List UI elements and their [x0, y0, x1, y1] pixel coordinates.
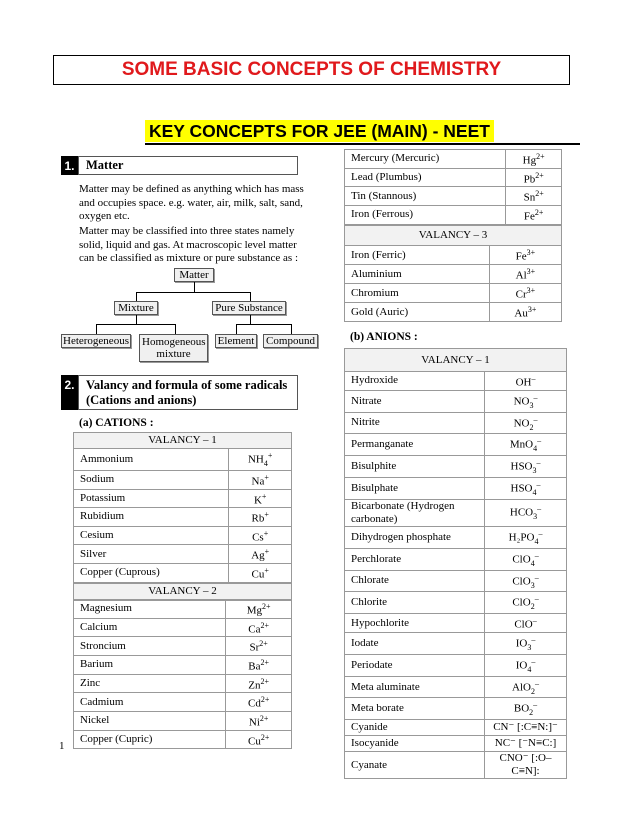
- ion-name: Periodate: [345, 654, 485, 676]
- formula-symbol: Rb: [251, 512, 265, 525]
- table-row: [345, 592, 567, 614]
- tree-line: [236, 324, 292, 325]
- formula-symbol: Pb: [523, 173, 536, 186]
- tree-line: [136, 315, 137, 324]
- ion-name: Stroncium: [74, 637, 226, 656]
- ion-formula: [229, 470, 292, 489]
- section-1-number: 1.: [61, 156, 78, 175]
- formula-symbol: CNO⁻ [:O–C≡N]:: [499, 752, 552, 778]
- ion-name: Chromium: [345, 284, 490, 303]
- ion-formula: [226, 693, 292, 712]
- formula-symbol: MnO: [509, 439, 534, 451]
- tree-pure-substance: Pure Substance: [212, 301, 286, 315]
- table-header: VALANCY – 1: [345, 349, 567, 372]
- formula-charge: +: [261, 491, 267, 501]
- ion-name: Isocyanide: [345, 736, 485, 752]
- formula-subscript: 3: [532, 466, 537, 476]
- formula-charge: 2+: [260, 695, 270, 705]
- ion-formula: [485, 434, 567, 456]
- ion-formula: [506, 150, 562, 169]
- formula-subscript: 4: [263, 458, 268, 468]
- formula-symbol: Ca: [248, 623, 261, 636]
- formula-subscript: 4: [532, 487, 537, 497]
- formula-symbol: Sn: [523, 191, 536, 204]
- formula-charge: –: [533, 414, 538, 424]
- title-underline: [145, 143, 580, 145]
- formula-charge: 2+: [535, 189, 544, 199]
- ion-formula: [485, 632, 567, 654]
- ion-name: Cesium: [74, 526, 229, 545]
- formula-subscript: 3: [530, 580, 535, 590]
- ion-formula: [489, 303, 561, 322]
- ion-formula: [485, 372, 567, 391]
- formula-charge: 2+: [260, 620, 270, 630]
- ion-formula: [226, 637, 292, 656]
- formula-charge: 2+: [534, 207, 544, 217]
- formula-symbol: H₂PO: [508, 531, 535, 544]
- ion-formula: [485, 478, 567, 500]
- formula-charge: –: [531, 374, 536, 383]
- table-row: [345, 168, 562, 187]
- formula-charge: 3+: [526, 267, 536, 277]
- formula-symbol: Cu: [247, 735, 261, 748]
- ion-formula: [229, 526, 292, 545]
- ion-formula: [485, 614, 567, 633]
- ion-name: Tin (Stannous): [345, 187, 506, 206]
- ion-name: Cadmium: [74, 693, 226, 712]
- ion-name: Sodium: [74, 470, 229, 489]
- formula-charge: 2+: [260, 676, 270, 686]
- formula-symbol: NO: [513, 417, 530, 430]
- formula-symbol: Cd: [247, 697, 261, 710]
- formula-charge: –: [534, 678, 539, 688]
- ion-name: Permanganate: [345, 434, 485, 456]
- formula-symbol: NO: [513, 395, 530, 408]
- table-row: [345, 372, 567, 391]
- table-row: [74, 655, 292, 674]
- ion-formula: [485, 456, 567, 478]
- ion-formula: [229, 545, 292, 564]
- ion-name: Hydroxide: [345, 372, 485, 391]
- formula-symbol: K: [253, 494, 262, 507]
- formula-subscript: 2: [529, 708, 534, 718]
- tree-element: Element: [215, 334, 257, 348]
- ion-formula: [485, 412, 567, 434]
- table-row: [345, 654, 567, 676]
- formula-subscript: 2: [530, 686, 535, 696]
- tree-line: [96, 324, 97, 334]
- table-row: [345, 676, 567, 698]
- tree-line: [194, 282, 195, 292]
- table-row: [345, 456, 567, 478]
- formula-symbol: AlO: [512, 681, 531, 694]
- table-row: [74, 489, 292, 508]
- ion-formula: [489, 246, 561, 265]
- formula-charge: +: [263, 528, 269, 538]
- table-row: [345, 570, 567, 592]
- tree-line: [136, 292, 251, 293]
- ion-name: Bisulphite: [345, 456, 485, 478]
- ion-formula: [226, 674, 292, 693]
- formula-symbol: Cr: [515, 288, 527, 301]
- formula-symbol: Sr: [249, 641, 260, 654]
- table-row: [345, 478, 567, 500]
- table-row: [345, 434, 567, 456]
- table-row: [74, 693, 292, 712]
- formula-symbol: Ni: [248, 716, 260, 729]
- ion-name: Iron (Ferric): [345, 246, 490, 265]
- tree-line: [291, 324, 292, 334]
- ion-name: Copper (Cuprous): [74, 564, 229, 583]
- formula-charge: –: [531, 634, 536, 644]
- formula-symbol: NH: [247, 453, 264, 466]
- table-row: [74, 564, 292, 583]
- formula-charge: –: [534, 594, 539, 604]
- ion-formula: [489, 284, 561, 303]
- formula-symbol: HSO: [510, 482, 533, 495]
- table-row: [345, 187, 562, 206]
- formula-charge: 2+: [259, 713, 269, 723]
- formula-charge: 2+: [260, 732, 270, 742]
- ion-name: Gold (Auric): [345, 303, 490, 322]
- ion-name: Chlorite: [345, 592, 485, 614]
- section-2-title: Valancy and formula of some radicals (Cations and anions): [78, 375, 298, 410]
- ion-formula: [229, 489, 292, 508]
- cations-label: (a) CATIONS :: [79, 417, 154, 429]
- formula-charge: –: [538, 528, 543, 538]
- tree-line: [96, 324, 176, 325]
- table-row: [74, 526, 292, 545]
- tree-line: [250, 292, 251, 301]
- anions-label: (b) ANIONS :: [350, 331, 418, 343]
- formula-symbol: BO: [513, 703, 530, 716]
- tree-mixture: Mixture: [114, 301, 158, 315]
- ion-formula: [485, 499, 567, 526]
- formula-charge: 2+: [536, 152, 545, 161]
- cation-valancy-2-table: [73, 583, 292, 749]
- ion-formula: [506, 168, 562, 187]
- table-row: [345, 548, 567, 570]
- ion-name: Mercury (Mercuric): [345, 150, 506, 169]
- ion-formula: [485, 654, 567, 676]
- table-row: [345, 205, 562, 224]
- formula-charge: 2+: [262, 602, 271, 611]
- ion-formula: [229, 508, 292, 527]
- ion-name: Iron (Ferrous): [345, 205, 506, 224]
- formula-symbol: Mg: [246, 604, 263, 617]
- formula-symbol: OH: [515, 376, 532, 389]
- formula-symbol: IO: [515, 659, 528, 672]
- formula-charge: –: [536, 480, 541, 490]
- ion-formula: [485, 736, 567, 752]
- table-row: [345, 246, 562, 265]
- formula-symbol: CN⁻ [:C≡N:]⁻: [493, 721, 558, 734]
- formula-symbol: ClO: [512, 575, 531, 588]
- table-row: [345, 614, 567, 633]
- tree-compound: Compound: [263, 334, 318, 348]
- ion-name: Rubidium: [74, 508, 229, 527]
- ion-formula: [226, 655, 292, 674]
- formula-symbol: Au: [514, 307, 528, 320]
- formula-symbol: ClO: [512, 597, 531, 610]
- formula-symbol: ClO: [512, 553, 531, 566]
- ion-formula: [229, 449, 292, 471]
- ion-formula: [506, 187, 562, 206]
- formula-charge: 3+: [526, 286, 536, 296]
- formula-symbol: HCO: [509, 507, 534, 520]
- formula-symbol: Ba: [248, 660, 261, 673]
- formula-symbol: Na: [251, 475, 265, 488]
- table-row: [345, 150, 562, 169]
- ion-formula: [226, 730, 292, 749]
- table-row: [345, 284, 562, 303]
- formula-symbol: Zn: [248, 679, 261, 692]
- main-title: SOME BASIC CONCEPTS OF CHEMISTRY: [53, 55, 570, 85]
- tree-line: [136, 292, 137, 301]
- ion-name: Zinc: [74, 674, 226, 693]
- table-row: [74, 674, 292, 693]
- formula-charge: –: [537, 504, 542, 514]
- ion-name: Cyanate: [345, 752, 485, 779]
- table-row: [74, 545, 292, 564]
- ion-name: Aluminium: [345, 265, 490, 284]
- formula-charge: –: [534, 550, 539, 560]
- formula-symbol: IO: [515, 637, 528, 650]
- formula-charge: 3+: [526, 248, 536, 258]
- sub-title: KEY CONCEPTS FOR JEE (MAIN) - NEET: [145, 120, 494, 142]
- ion-name: Bicarbonate (Hydrogen carbonate): [345, 499, 485, 526]
- section-1-para-2: Matter may be classified into three states namely solid, liquid and gas. At macroscopic level matter can be classified as mixture or pure substance as :: [79, 225, 299, 264]
- ion-formula: [485, 592, 567, 614]
- ion-name: Hypochlorite: [345, 614, 485, 633]
- cation-valancy-2-continued-table: [344, 149, 562, 225]
- table-row: [74, 449, 292, 471]
- tree-heterogeneous: Heterogeneous: [61, 334, 131, 348]
- formula-charge: 2+: [260, 657, 270, 667]
- formula-symbol: Al: [515, 269, 527, 282]
- formula-charge: –: [532, 616, 537, 626]
- tree-matter: Matter: [174, 268, 214, 282]
- ion-name: Lead (Plumbus): [345, 168, 506, 187]
- ion-formula: [489, 265, 561, 284]
- table-row: [345, 632, 567, 654]
- ion-name: Cyanide: [345, 720, 485, 736]
- ion-formula: [485, 526, 567, 548]
- ion-formula: [485, 698, 567, 720]
- table-row: [74, 637, 292, 656]
- ion-name: Barium: [74, 655, 226, 674]
- table-row: [345, 303, 562, 322]
- ion-name: Nickel: [74, 711, 226, 730]
- table-row: [74, 600, 292, 619]
- table-row: [74, 730, 292, 749]
- formula-subscript: 2: [530, 602, 535, 612]
- ion-formula: [485, 390, 567, 412]
- formula-charge: –: [536, 458, 541, 468]
- ion-formula: [226, 711, 292, 730]
- table-row: [345, 698, 567, 720]
- formula-subscript: 3: [527, 642, 532, 652]
- ion-name: Copper (Cupric): [74, 730, 226, 749]
- table-row: [345, 265, 562, 284]
- ion-name: Calcium: [74, 618, 226, 637]
- formula-subscript: 4: [534, 536, 539, 546]
- formula-charge: +: [264, 472, 269, 482]
- table-row: [74, 711, 292, 730]
- table-row: [74, 618, 292, 637]
- formula-charge: 2+: [535, 170, 544, 180]
- formula-subscript: 2: [529, 422, 534, 432]
- formula-charge: –: [533, 700, 538, 710]
- formula-charge: –: [537, 436, 542, 446]
- formula-symbol: NC⁻ [⁻N≡C:]: [494, 737, 557, 750]
- section-1-title: Matter: [78, 156, 298, 175]
- anion-valancy-1-table: [344, 348, 567, 779]
- ion-name: Magnesium: [74, 600, 226, 619]
- table-header: VALANCY – 1: [74, 433, 292, 449]
- formula-subscript: 3: [533, 512, 538, 522]
- formula-subscript: 3: [529, 400, 534, 410]
- ion-name: Ammonium: [74, 449, 229, 471]
- formula-charge: –: [534, 572, 539, 582]
- table-row: [345, 720, 567, 736]
- ion-name: Dihydrogen phosphate: [345, 526, 485, 548]
- tree-line: [250, 315, 251, 324]
- ion-formula: [485, 720, 567, 736]
- ion-formula: [506, 205, 562, 224]
- formula-charge: –: [533, 392, 538, 402]
- tree-homogeneous: Homogeneous mixture: [139, 334, 208, 362]
- ion-name: Meta borate: [345, 698, 485, 720]
- formula-charge: +: [264, 566, 269, 576]
- formula-symbol: Cs: [252, 531, 264, 544]
- formula-subscript: 4: [527, 664, 532, 674]
- table-header: VALANCY – 3: [345, 226, 562, 246]
- ion-name: Nitrite: [345, 412, 485, 434]
- page-number: 1: [59, 740, 65, 752]
- ion-name: Perchlorate: [345, 548, 485, 570]
- formula-charge: +: [267, 451, 273, 460]
- ion-name: Meta aluminate: [345, 676, 485, 698]
- ion-name: Silver: [74, 545, 229, 564]
- ion-formula: [226, 600, 292, 619]
- formula-symbol: ClO: [514, 618, 533, 631]
- ion-formula: [485, 570, 567, 592]
- formula-symbol: Fe: [515, 250, 527, 263]
- ion-formula: [229, 564, 292, 583]
- ion-formula: [226, 618, 292, 637]
- formula-charge: +: [264, 547, 270, 557]
- table-row: [345, 736, 567, 752]
- cation-valancy-3-table: [344, 225, 562, 322]
- formula-subscript: 4: [533, 444, 538, 454]
- formula-symbol: Cu: [251, 568, 265, 581]
- ion-name: Iodate: [345, 632, 485, 654]
- table-row: [74, 508, 292, 527]
- formula-charge: –: [531, 656, 536, 666]
- section-2-number: 2.: [61, 375, 78, 410]
- ion-formula: [485, 676, 567, 698]
- table-row: [345, 752, 567, 779]
- table-row: [345, 390, 567, 412]
- ion-formula: [485, 548, 567, 570]
- cation-valancy-1-table: [73, 432, 292, 601]
- table-row: [345, 499, 567, 526]
- formula-charge: +: [264, 510, 269, 520]
- formula-charge: 2+: [259, 639, 268, 649]
- table-row: [345, 526, 567, 548]
- formula-symbol: Ag: [251, 550, 265, 563]
- formula-charge: 3+: [527, 305, 537, 315]
- section-1-para-1: Matter may be defined as anything which has mass and occupies space. e.g. water, air, milk, salt, sand, oxygen etc.: [79, 183, 304, 222]
- ion-name: Potassium: [74, 489, 229, 508]
- table-header: VALANCY – 2: [74, 584, 292, 600]
- ion-name: Chlorate: [345, 570, 485, 592]
- table-row: [74, 470, 292, 489]
- formula-symbol: HSO: [510, 460, 533, 473]
- formula-symbol: Fe: [523, 210, 535, 223]
- formula-symbol: Hg: [522, 154, 537, 167]
- ion-formula: [485, 752, 567, 779]
- formula-subscript: 4: [530, 558, 535, 568]
- ion-name: Bisulphate: [345, 478, 485, 500]
- tree-line: [175, 324, 176, 334]
- tree-line: [236, 324, 237, 334]
- table-row: [345, 412, 567, 434]
- ion-name: Nitrate: [345, 390, 485, 412]
